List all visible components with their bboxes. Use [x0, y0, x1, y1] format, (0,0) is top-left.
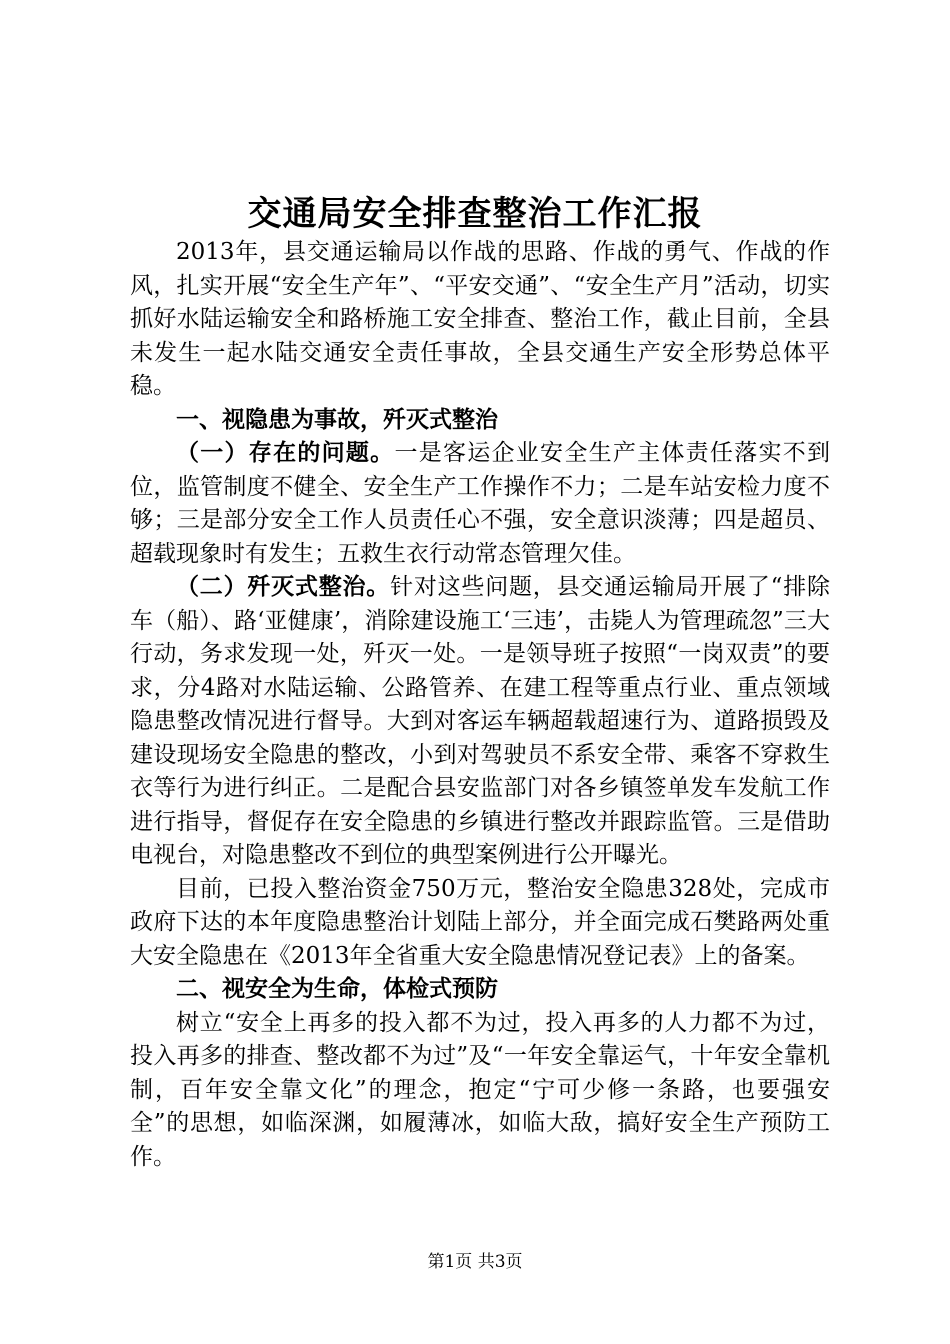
section-1-sub-1-paragraph [130, 437, 830, 571]
sub-2-text: 针对这些问题，县交通运输局开展了“排除车（船）、路‘亚健康’，消除建设施工‘三违’，击毙人为管理疏忽”三大行动，务求发现一处，歼灭一处。一是领导班子按照“一岗双责”的要求，分4路对水陆运输、公路管养、在建工程等重点行业、重点领域隐患整改情况进行督导。大到对客运车辆超载超速行为、道路损毁及建设现场安全隐患的整改，小到对驾驶员不系安全带、乘客不穿救生衣等行为进行纠正。二是配合县安监部门对各乡镇签单发车发航工作进行指导，督促存在安全隐患的乡镇进行整改并跟踪监管。三是借助电视台，对隐患整改不到位的典型案例进行公开曝光。 [130, 574, 830, 868]
sub-1-title: （一）存在的问题。 [176, 440, 395, 466]
page-footer: 第1页 共3页 [427, 1252, 523, 1272]
intro-paragraph: 2013年，县交通运输局以作战的思路、作战的勇气、作战的作风，扎实开展“安全生产年”、“平安交通”、“安全生产月”活动，切实抓好水陆运输安全和路桥施工安全排查、整治工作，截止目前，全县未发生一起水陆交通安全责任事故，全县交通生产安全形势总体平稳。 [130, 239, 830, 399]
section-2-paragraph: 树立“安全上再多的投入都不为过，投入再多的人力都不为过，投入再多的排查、整改都不为过”及“一年安全靠运气，十年安全靠机制，百年安全靠文化”的理念，抱定“宁可少修一条路，也要强安全”的思想，如临深渊，如履薄冰，如临大敌，搞好安全生产预防工作。 [130, 1009, 830, 1170]
section-2-heading: 二、视安全为生命，体检式预防 [176, 976, 498, 1002]
section-1-sub-2-paragraph [130, 571, 830, 873]
document-title: 交通局安全排查整治工作汇报 [247, 194, 703, 234]
sub-2-title: （二）歼灭式整治。 [176, 574, 391, 600]
section-1-result-paragraph: 目前，已投入整治资金750万元，整治安全隐患328处，完成市政府下达的本年度隐患整治计划陆上部分，并全面完成石樊路两处重大安全隐患在《2013年全省重大安全隐患情况登记表》上的备案。 [130, 875, 830, 969]
sub-1-text: 一是客运企业安全生产主体责任落实不到位，监管制度不健全、安全生产工作操作不力；二是车站安检力度不够；三是部分安全工作人员责任心不强，安全意识淡薄；四是超员、超载现象时有发生；五救生衣行动常态管理欠佳。 [130, 440, 831, 567]
section-1-heading: 一、视隐患为事故，歼灭式整治 [176, 406, 498, 433]
document-body [130, 236, 830, 1174]
